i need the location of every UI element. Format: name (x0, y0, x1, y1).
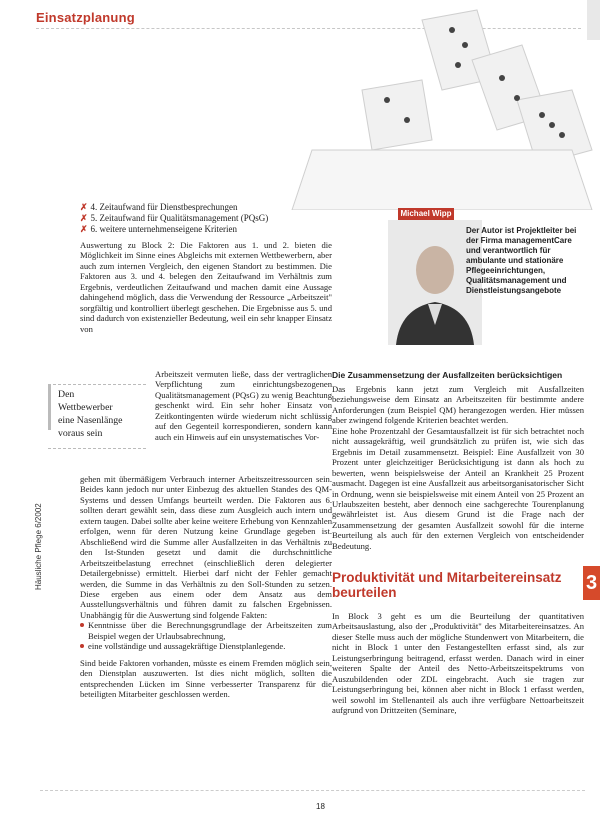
pull-quote: Den Wettbewerber eine Nasenlänge voraus sein (48, 384, 146, 449)
paragraph: In Block 3 geht es um die Beurteilung der quantitativen Arbeitsauslastung, also der „Produktivität" des Mitarbeitereinsatzes. An dieser Stelle muss auch der mögliche Stundenwert von Mitarbeitern, die nicht in Block 1 unter den Festangestellten erfasst sind, als zur Leistungserbringung beitragend, erfasst werden. Danach wird in einer weiteren Spalte der Anteil des Netto-Arbeitszeitspektrums von Auszubildenden oder ZDL eingebracht. Auch sie tragen zur Leistungserbringung bei, können aber nicht in Block 1 erfasst werden, weil sowohl im Stellenanteil als auch ihre verfügbare Nettoarbeitszeit aufgrund von Drittzeiten (Seminare, (332, 611, 584, 716)
section-header: Einsatzplanung (36, 10, 135, 25)
facts-list (80, 620, 332, 651)
side-citation: Häusliche Pflege 6/2002 (34, 503, 43, 590)
list-item: Kenntnisse über die Berechnungsgrundlage der Arbeitszeiten zum Beispiel wegen der Urlaubsabrechnung, (88, 620, 332, 641)
paragraph: Auswertung zu Block 2: Die Faktoren aus 1. und 2. bieten die Möglichkeit im Sinne eines Abgleichs mit externen Wettbewerbern, aber auch zum internen Vergleich, den eigenen Standort zu bestimmen. Die Faktoren aus 3. und 4. belegen den Zeitaufwand im Verhältnis zum Ergebnis, verdeutlichen Zeitaufwand und machen damit eine Aussage dahingehend möglich, dass die Verwendung der Ressource „Arbeitszeit" sorgfältig und kontrolliert überlegt geschehen. Die Ergebnisse aus 5. und sind dadurch von existenzieller Bedeutung, weil ein sehr knapper Einsatz von (80, 240, 333, 334)
bullet-dot-icon (80, 644, 84, 648)
bullet-dot-icon (80, 623, 84, 627)
list-item: ✗ 6. weitere unternehmenseigene Kriterien (80, 224, 237, 234)
criteria-list (80, 202, 335, 235)
list-item: ✗ 5. Zeitaufwand für Qualitätsmanagement (PQsG) (80, 213, 269, 223)
author-name: Michael Wipp (398, 208, 454, 220)
paragraph-block: gehen mit übermäßigem Verbrauch interner Arbeitszeitressourcen sein. Beides kann jedoch nur unter Einbezug des aktuellen Standes des QM-Systems und dessen Umfangs beurteilt werden. Die Faktoren aus 6. sollten derart gewählt sein, dass diese zum Ausgleich auch intern und extern taugen. Dabei sollte aber keine weitere Erhebung von Kennzahlen erfolgen, wenn für deren Nutzung keine Grundlage gegeben ist. Abschließend wird die Summe aller Ausfallzeiten in das Verhältnis zu den Ist-Stunden gesetzt und damit die durchschnittliche Arbeitszeitbelastung errechnet (einschließlich deren delegierter Detailergebnisse) ermittelt. Hierbei darf nicht der Fehler gemacht werden, die Summe in das Verhältnis zu den Soll-Stunden zu setzen. Diese ergeben aus einem oder dem Ansatz aus dem Ausstellungsverhältnis und führen damit zu falschen Ergebnissen. Unabhängig für die Auswertung sind folgende Fakten: Kenntnisse über die Berechnungsgrundlage der Arbeitszeiten zum Beispiel wegen der Urlaubsabrechnung, eine vollständige und aussagekräftige Dienstplanlegende. Sind beide Faktoren vorhanden, müsste es einem Fremden möglich sein, den Dienstplan auszuwerten. Ist dies nicht möglich, sollten die entsprechenden Lücken im Sinne verbesserter Transparenz für die beteiligten Mitarbeiter geschlossen werden. (80, 474, 332, 700)
paragraph: Arbeitszeit vermuten ließe, dass der vertraglichen Verpflichtung zum einrichtungsbezogenen Qualitätsmanagement (PQsG) zu wenig Beachtung geschenkt wird. Ein sehr hoher Einsatz von Zeitkontingenten würde wiederum nicht schlüssig auf den Gegenteil korrespondieren, sondern kann auch ein Hinweis auf ein unsystematisches Vor- (155, 369, 332, 442)
cross-icon: ✗ (80, 202, 88, 212)
list-item: ✗ 4. Zeitaufwand für Dienstbesprechungen (80, 202, 238, 212)
footer-rule (40, 790, 585, 791)
subheading: Die Zusammensetzung der Ausfallzeiten berücksichtigen (332, 370, 563, 380)
author-bio: Der Autor ist Projektleiter bei der Firma managementCare und verantwortlich für ambulante und stationäre Pflegeeinrichtungen, Qualitätsmanagement und Dienstleistungsangebote (466, 226, 577, 295)
domino-decoration-image (272, 0, 600, 210)
chapter-tab: 3 (583, 566, 600, 600)
cross-icon: ✗ (80, 213, 88, 223)
page-number: 18 (316, 802, 325, 811)
list-item: eine vollständige und aussagekräftige Dienstplanlegende. (88, 641, 332, 651)
paragraph-block: Das Ergebnis kann jetzt zum Vergleich mit Ausfallzeiten beziehungsweise dem Einsatz an Arbeitszeiten für bestimmte andere Anforderungen (zum Beispiel QM) herangezogen werden. Hier müssen aber zwingend folgende Kriterien beachtet werden. Eine hohe Prozentzahl der Gesamtausfallzeit ist für sich betrachtet noch nicht aussagekräftig, weil grundsätzlich zu prüfen ist, wie sich das Ergebnis im Detail zusammensetzt. Beispiel: Eine Ausfallzeit von 30 Prozent unter gleichzeitiger Berücksichtigung ist dann als hoch zu bewerten, wenn beispielsweise der Anteil an Krankheit 25 Prozent ausmacht. Dagegen ist eine Ausfallzeit aus arbeitsorganisatorischer Sicht in Ordnung, wenn sie beispielsweise mit einem Anteil von 25 Prozent an Urlaubszeiten besteht, aber dennoch eine sachgerechte Tourenplanung gewährleistet ist. Aus diesem Grund ist die Frage nach der Zusammensetzung der gesamten Ausfallzeit sowohl für die interne Beurteilung als auch für den externen Vergleich von entscheidender Bedeutung. (332, 384, 584, 551)
section-heading: Produktivität und Mitarbeitereinsatz beurteilen (332, 570, 562, 600)
cross-icon: ✗ (80, 224, 88, 234)
